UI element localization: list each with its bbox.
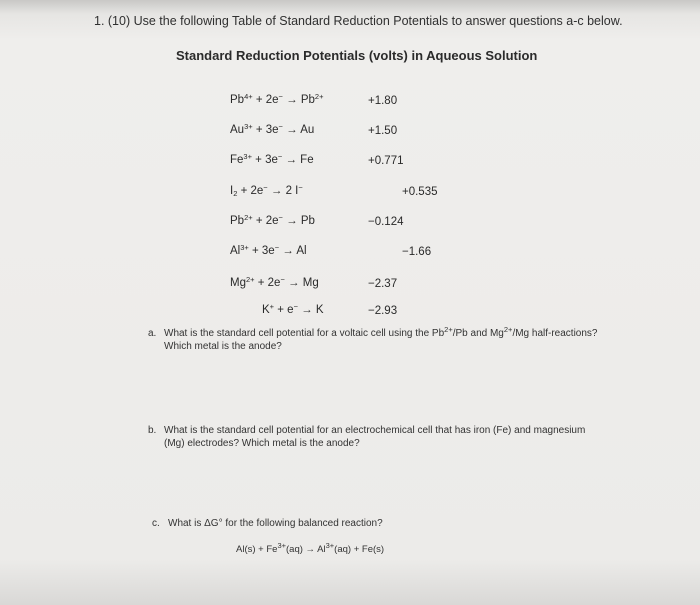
question-header: 1. (10) Use the following Table of Standard Reduction Potentials to answer questions a-c below. xyxy=(94,14,623,28)
question-b: b. What is the standard cell potential for an electrochemical cell that has iron (Fe) and magnesium (Mg) electrodes? Which metal is the anode? xyxy=(148,425,586,449)
reaction-row-6: $Al^{3+} + 3e^- \to Al$ xyxy=(230,243,307,257)
reaction-row-5: $Pb^{2+} + 2e^- \to Pb$ xyxy=(230,213,315,227)
question-c-letter: c. xyxy=(152,518,160,529)
potential-value-5: −0.124 xyxy=(368,216,404,228)
question-c: c. What is ΔG° for the following balanced reaction? xyxy=(152,518,383,529)
question-a-letter: a. xyxy=(148,328,157,339)
reaction-row-2: $Au^{3+} + 3e^- \to Au$ xyxy=(230,122,315,136)
question-b-letter: b. xyxy=(148,425,157,436)
table-title: Standard Reduction Potentials (volts) in Aqueous Solution xyxy=(176,48,538,63)
question-b-line2: (Mg) electrodes? Which metal is the anode? xyxy=(164,437,360,449)
reaction-row-3: $Fe^{3+} + 3e^- \to Fe$ xyxy=(230,152,314,166)
potential-value-6: −1.66 xyxy=(402,246,432,258)
potential-value-3: +0.771 xyxy=(368,155,404,167)
reaction-row-7: $Mg^{2+} + 2e^- \to Mg$ xyxy=(230,275,319,289)
reaction-row-4: $I_2 + 2e^- \to 2$ I− xyxy=(230,183,303,198)
question-a-line2: Which metal is the anode? xyxy=(164,340,282,352)
potential-value-1: +1.80 xyxy=(368,95,398,107)
balanced-reaction-equation: $Al(s) + Fe^{3+}(aq) \to Al^{3+}(aq) + Fe(s)$ xyxy=(236,541,385,555)
question-a: a. What is the standard cell potential for a voltaic cell using the $Pb^{2+}/Pb$ and $Mg^{2+}/Mg$ half-reactions? Which metal is the anode? xyxy=(148,325,598,352)
potential-value-8: −2.93 xyxy=(368,305,398,317)
potential-value-7: −2.37 xyxy=(368,278,398,290)
reaction-arrow-icon: → xyxy=(305,544,316,555)
reaction-row-8: K+ + e− → K xyxy=(262,302,324,316)
potential-value-4: +0.535 xyxy=(402,186,438,198)
reaction-row-1: $Pb^{4+} + 2e^- \to Pb^{2+}$ xyxy=(230,92,324,106)
potential-value-2: +1.50 xyxy=(368,125,398,137)
